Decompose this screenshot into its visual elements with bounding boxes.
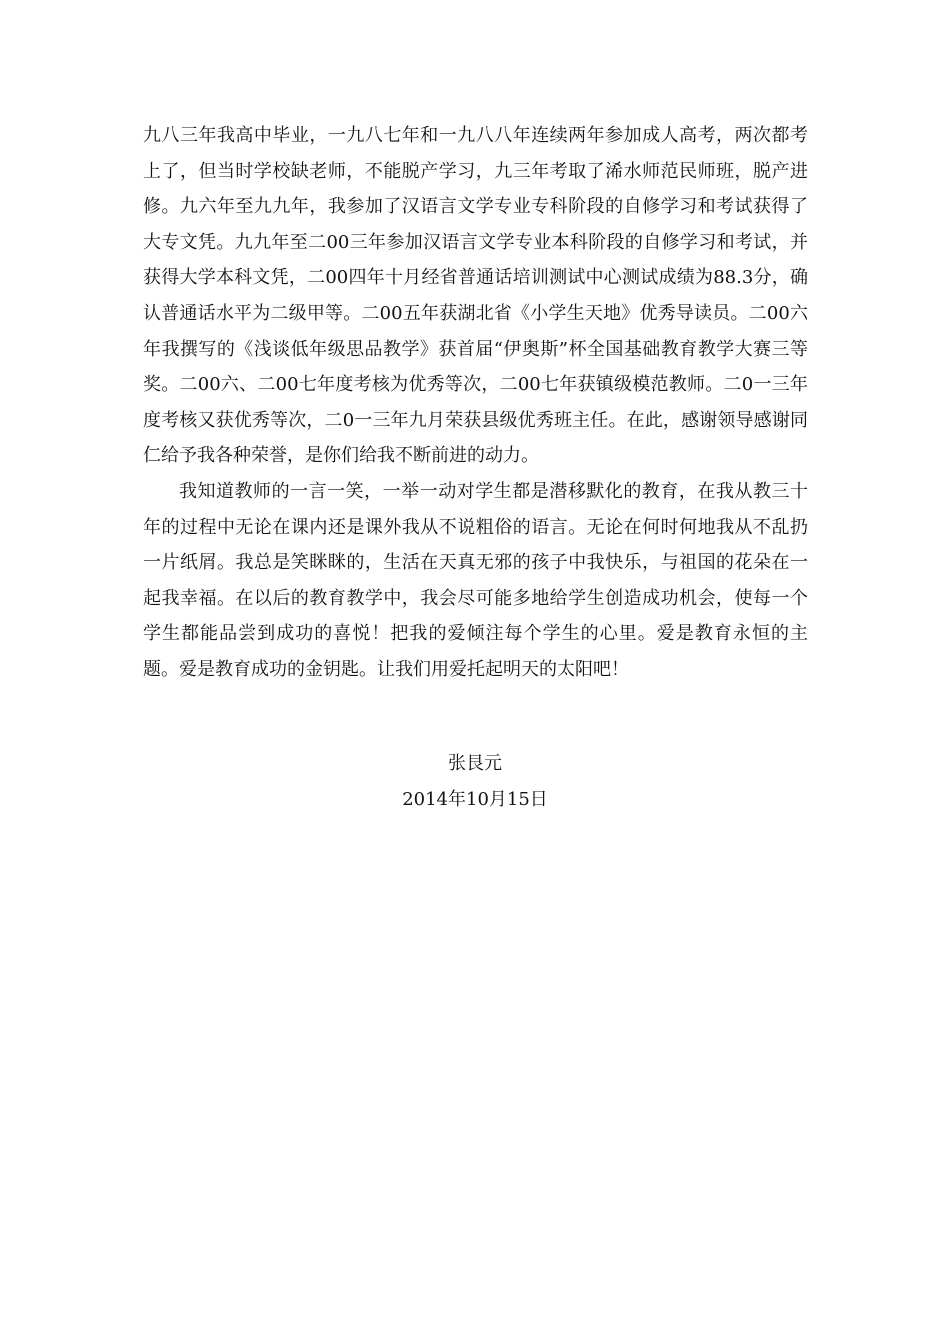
paragraph-teaching-philosophy: 我知道教师的一言一笑，一举一动对学生都是潜移默化的教育，在我从教三十年的过程中无论在课内还是课外我从不说粗俗的语言。无论在何时何地我从不乱扔一片纸屑。我总是笑眯眯的，生活在天真无邪的孩子中我快乐，与祖国的花朵在一起我幸福。在以后的教育教学中，我会尽可能多地给学生创造成功机会，使每一个学生都能品尝到成功的喜悦！把我的爱倾注每个学生的心里。爱是教育永恒的主题。爱是教育成功的金钥匙。让我们用爱托起明天的太阳吧！ [143,480,808,680]
signature-name: 张艮元 [448,753,502,774]
document-body [143,118,808,688]
paragraph-career-history: 九八三年我高中毕业，一九八七年和一九八八年连续两年参加成人高考，两次都考上了，但当时学校缺老师，不能脱产学习，九三年考取了浠水师范民师班，脱产进修。九六年至九九年，我参加了汉语言文学专业专科阶段的自修学习和考试获得了大专文凭。九九年至二00三年参加汉语言文学专业本科阶段的自修学习和考试，并获得大学本科文凭，二00四年十月经省普通话培训测试中心测试成绩为88.3分，确认普通话水平为二级甲等。二00五年获湖北省《小学生天地》优秀导读员。二00六年我撰写的《浅谈低年级思品教学》获首届“伊奥斯”杯全国基础教育教学大赛三等奖。二00六、二00七年度考核为优秀等次，二00七年获镇级模范教师。二0一三年度考核又获优秀等次，二0一三年九月荣获县级优秀班主任。在此，感谢领导感谢同仁给予我各种荣誉，是你们给我不断前进的动力。 [143,125,808,467]
signature-date: 2014年10月15日 [402,789,548,810]
